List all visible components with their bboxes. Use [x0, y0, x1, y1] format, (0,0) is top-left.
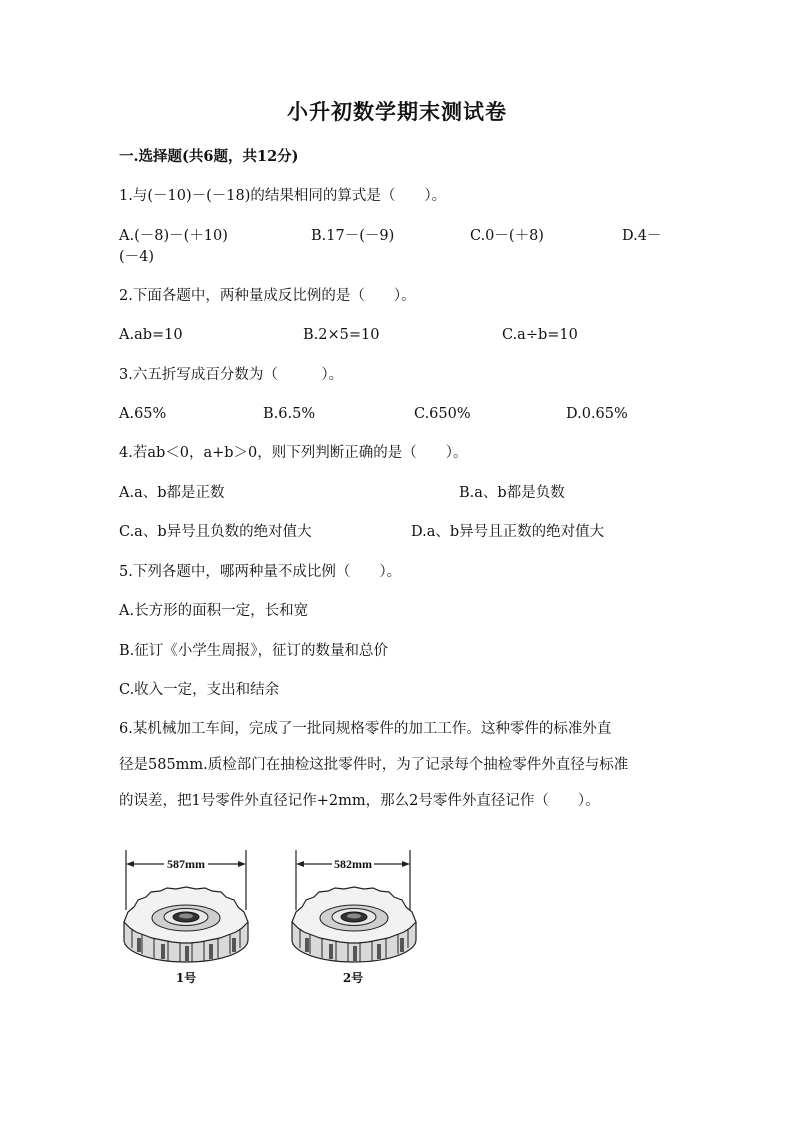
q5-option-a: A.长方形的面积一定，长和宽 [119, 603, 309, 619]
q4-option-a: A.a、b都是正数 [119, 485, 225, 501]
q1-option-a: A.(－8)－(＋10) [119, 228, 228, 244]
gear-1 [124, 850, 248, 985]
question-1-stem: 1.与(－10)－(－18)的结果相同的算式是（ ）。 [119, 188, 447, 204]
q3-option-b: B.6.5% [263, 406, 316, 422]
gear-2-label: 2号 [342, 971, 364, 985]
q1-option-c: C.0－(＋8) [470, 228, 544, 244]
gear-2 [292, 850, 416, 985]
q3-option-d: D.0.65% [566, 406, 628, 422]
question-5-stem: 5.下列各题中，哪两种量不成比例（ ）。 [119, 564, 402, 580]
q1-option-b: B.17－(－9) [311, 228, 395, 244]
q5-option-c: C.收入一定，支出和结余 [119, 682, 280, 698]
q4-option-d: D.a、b异号且正数的绝对值大 [411, 524, 605, 540]
section-heading: 一.选择题(共6题，共12分) [119, 148, 299, 165]
question-3-stem: 3.六五折写成百分数为（ ）。 [119, 367, 344, 383]
question-6-stem-line-2: 径是585mm.质检部门在抽检这批零件时，为了记录每个抽检零件外直径与标准 [119, 757, 629, 773]
q2-option-b: B.2×5=10 [303, 327, 380, 343]
gear-1-label: 1号 [175, 971, 197, 985]
gear-1-dimension: 587mm [167, 857, 205, 871]
question-6-stem-line-1: 6.某机械加工车间，完成了一批同规格零件的加工工作。这种零件的标准外直 [119, 721, 612, 737]
q2-option-c: C.a÷b=10 [502, 327, 578, 343]
q1-option-d-continued: (－4) [119, 249, 155, 265]
question-6-stem-line-3: 的误差，把1号零件外直径记作+2mm，那么2号零件外直径记作（ ）。 [119, 793, 600, 809]
gears-figure [120, 842, 420, 992]
page-title: 小升初数学期末测试卷 [287, 99, 507, 124]
q1-option-d: D.4－ [622, 228, 662, 244]
q4-option-c: C.a、b异号且负数的绝对值大 [119, 524, 312, 540]
q4-option-b: B.a、b都是负数 [459, 485, 565, 501]
question-4-stem: 4.若ab＜0，a+b＞0，则下列判断正确的是（ ）。 [119, 445, 468, 461]
q3-option-a: A.65% [119, 406, 167, 422]
question-2-stem: 2.下面各题中，两种量成反比例的是（ ）。 [119, 288, 416, 304]
q3-option-c: C.650% [414, 406, 471, 422]
gear-2-dimension: 582mm [334, 857, 372, 871]
q2-option-a: A.ab=10 [119, 327, 183, 343]
q5-option-b: B.征订《小学生周报》，征订的数量和总价 [119, 643, 389, 659]
